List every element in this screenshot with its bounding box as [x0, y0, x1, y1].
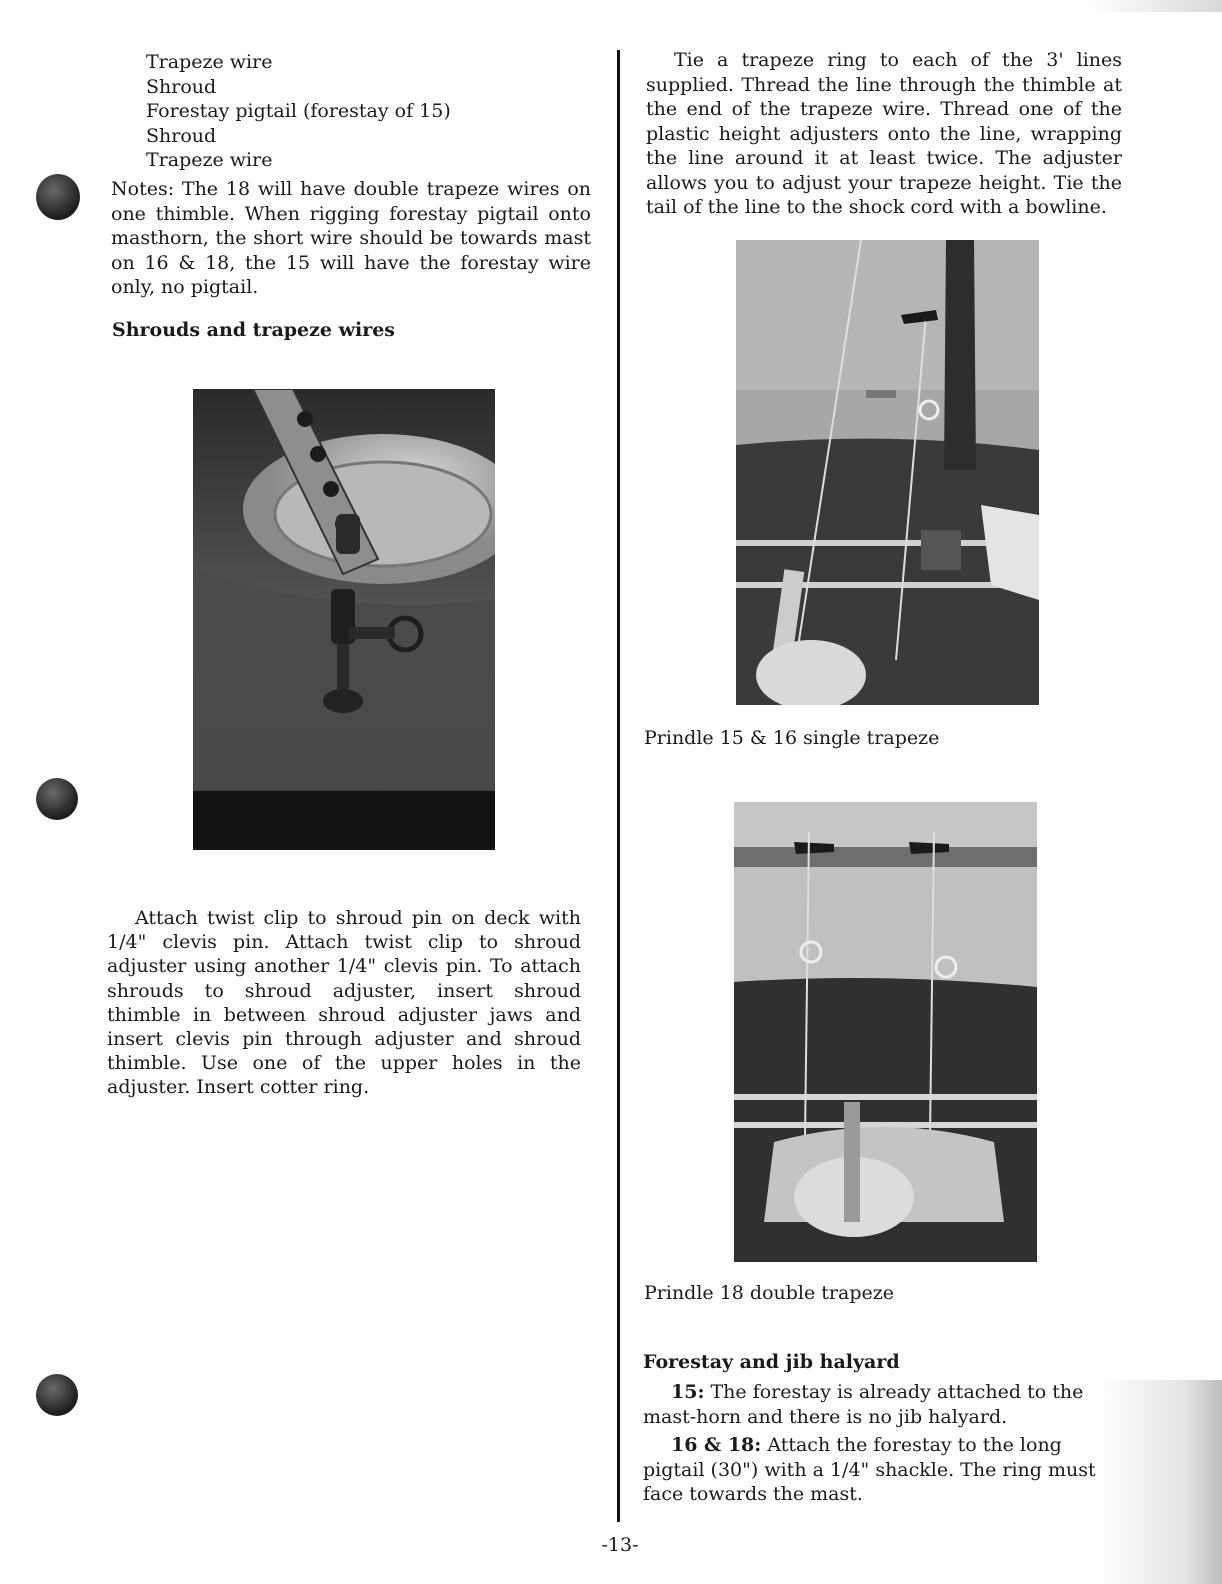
photo-double-trapeze — [734, 802, 1037, 1262]
forestay-15-paragraph — [643, 1380, 1121, 1429]
shroud-instructions: Attach twist clip to shroud pin on deck with 1/4" clevis pin. Attach twist clip to shroud adjuster using another 1/4" clevis pin. To attach shrouds to shroud adjuster, insert shroud thimble in between shroud adjuster jaws and insert clevis pin through adjuster and shroud thimble. Use one of the upper holes in the adjuster. Insert cotter ring. — [107, 907, 581, 1099]
binder-hole-middle — [36, 778, 78, 820]
scan-shadow — [1100, 1380, 1222, 1584]
model-16-18-label: 16 & 18: — [671, 1434, 762, 1456]
page-number: -13- — [601, 1534, 639, 1556]
model-15-label: 15: — [671, 1381, 705, 1403]
notes-paragraph: Notes: The 18 will have double trapeze wires on one thimble. When rigging forestay pigtail onto masthorn, the short wire should be towards mast on 16 & 18, the 15 will have the forestay wire only, no pigtail. — [111, 178, 591, 298]
caption-single-trapeze: Prindle 15 & 16 single trapeze — [644, 727, 940, 749]
list-item: Shroud — [146, 124, 217, 147]
section-heading-forestay: Forestay and jib halyard — [643, 1351, 900, 1373]
forestay-16-18-paragraph — [643, 1433, 1121, 1507]
caption-double-trapeze: Prindle 18 double trapeze — [644, 1282, 894, 1304]
list-item: Shroud — [146, 75, 217, 98]
binder-hole-top — [36, 174, 80, 220]
list-item: Trapeze wire — [146, 149, 273, 171]
photo-single-trapeze — [736, 240, 1039, 705]
list-item: Trapeze wire — [146, 51, 273, 73]
list-item: Forestay pigtail (forestay of 15) — [146, 100, 451, 122]
photo-shroud-adjuster — [193, 389, 495, 850]
trapeze-instructions: Tie a trapeze ring to each of the 3' lines supplied. Thread the line through the thimble at the end of the trapeze wire. Thread one of the plastic height adjusters onto the line, wrapping the line around it at least twice. The adjuster allows you to adjust your trapeze height. Tie the tail of the line to the shock cord with a bowline. — [646, 49, 1122, 218]
section-heading-shrouds: Shrouds and trapeze wires — [112, 319, 395, 341]
scan-shadow-top — [1090, 0, 1222, 12]
binder-hole-bottom — [36, 1374, 78, 1416]
column-divider — [617, 50, 620, 1522]
model-16-18-text: Attach the forestay to the long pigtail (30") with a 1/4" shackle. The ring must face towards the mast. — [643, 1434, 1096, 1505]
model-15-text: The forestay is already attached to the mast-horn and there is no jib halyard. — [643, 1381, 1084, 1428]
rigging-order-list — [146, 50, 451, 173]
